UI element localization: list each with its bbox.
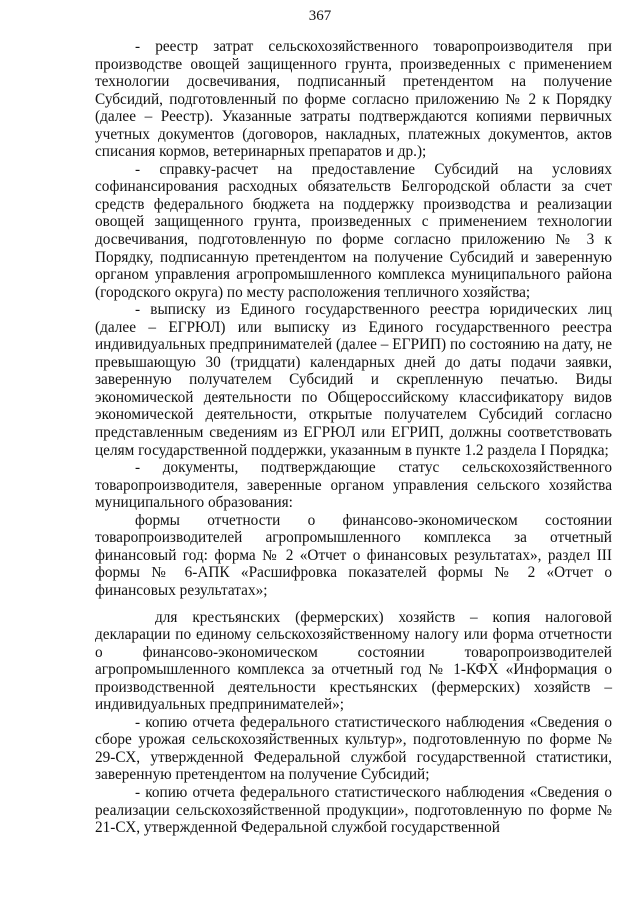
paragraph-farm-households: для крестьянских (фермерских) хозяйств – копия налоговой декларации по единому сельскохозяйственному налогу или форма отчетности о финансово-экономическом состоянии товаропроизводителей агропромышленного комплекса за отчетный год № 1-КФХ «Информация о производственной деятельности крестьянских (фермерских) хозяйств – индивидуальных предпринимателей»; [95, 608, 612, 714]
paragraph-egrul-extract: - выписку из Единого государственного реестра юридических лиц (далее – ЕГРЮЛ) или выписку из Единого государственного реестра индивидуальных предпринимателей (далее – ЕГРИП) по состоянию на дату, не превышающую 30 (тридцати) календарных дней до даты подачи заявки, заверенную получателем Субсидий и скрепленную печатью. Виды экономической деятельности по Общероссийскому классификатору видов экономической деятельности, открытые получателем Субсидий согласно представленным сведениям из ЕГРЮЛ или ЕГРИП, должны соответствовать целям государственной поддержки, указанным в пункте 1.2 раздела I Порядка; [95, 301, 612, 459]
paragraph-subsidy-calculation: - справку-расчет на предоставление Субсидий на условиях софинансирования расходных обязательств Белгородской области за счет средств федерального бюджета на поддержку производства и реализации овощей защищенного грунта, произведенных с применением технологии досвечивания, подготовленную по форме согласно приложению № 3 к Порядку, подписанную претендентом на получение Субсидий и заверенную органом управления агропромышленного комплекса муниципального района (городского округа) по месту расположения тепличного хозяйства; [95, 160, 612, 301]
paragraph-status-documents: - документы, подтверждающие статус сельскохозяйственного товаропроизводителя, заверенные органом управления сельского хозяйства муниципального образования: [95, 459, 612, 512]
paragraph-reporting-forms: формы отчетности о финансово-экономическом состоянии товаропроизводителей агропромышленного комплекса за отчетный финансовый год: форма № 2 «Отчет о финансовых результатах», раздел III формы № 6-АПК «Расшифровка показателей формы № 2 «Отчет о финансовых результатах»; [95, 511, 612, 599]
page-number: 367 [308, 8, 332, 24]
paragraph-sales-report: - копию отчета федерального статистического наблюдения «Сведения о реализации сельскохозяйственной продукции», подготовленную по форме № 21-СХ, утвержденной Федеральной службой государственной [95, 783, 612, 837]
paragraph-harvest-report: - копию отчета федерального статистического наблюдения «Сведения о сборе урожая сельскохозяйственных культур», подготовленную по форме № 29-СХ, утвержденной Федеральной службой государственной статистики, заверенную претендентом на получение Субсидий; [95, 713, 612, 784]
paragraph-register-of-costs: - реестр затрат сельскохозяйственного товаропроизводителя при производстве овощей защищенного грунта, произведенных с применением технологии досвечивания, подписанный претендентом на получение Субсидий, подготовленный по форме согласно приложению № 2 к Порядку (далее – Реестр). Указанные затраты подтверждаются копиями первичных учетных документов (договоров, накладных, платежных документов, актов списания кормов, ветеринарных препаратов и др.); [95, 38, 612, 161]
